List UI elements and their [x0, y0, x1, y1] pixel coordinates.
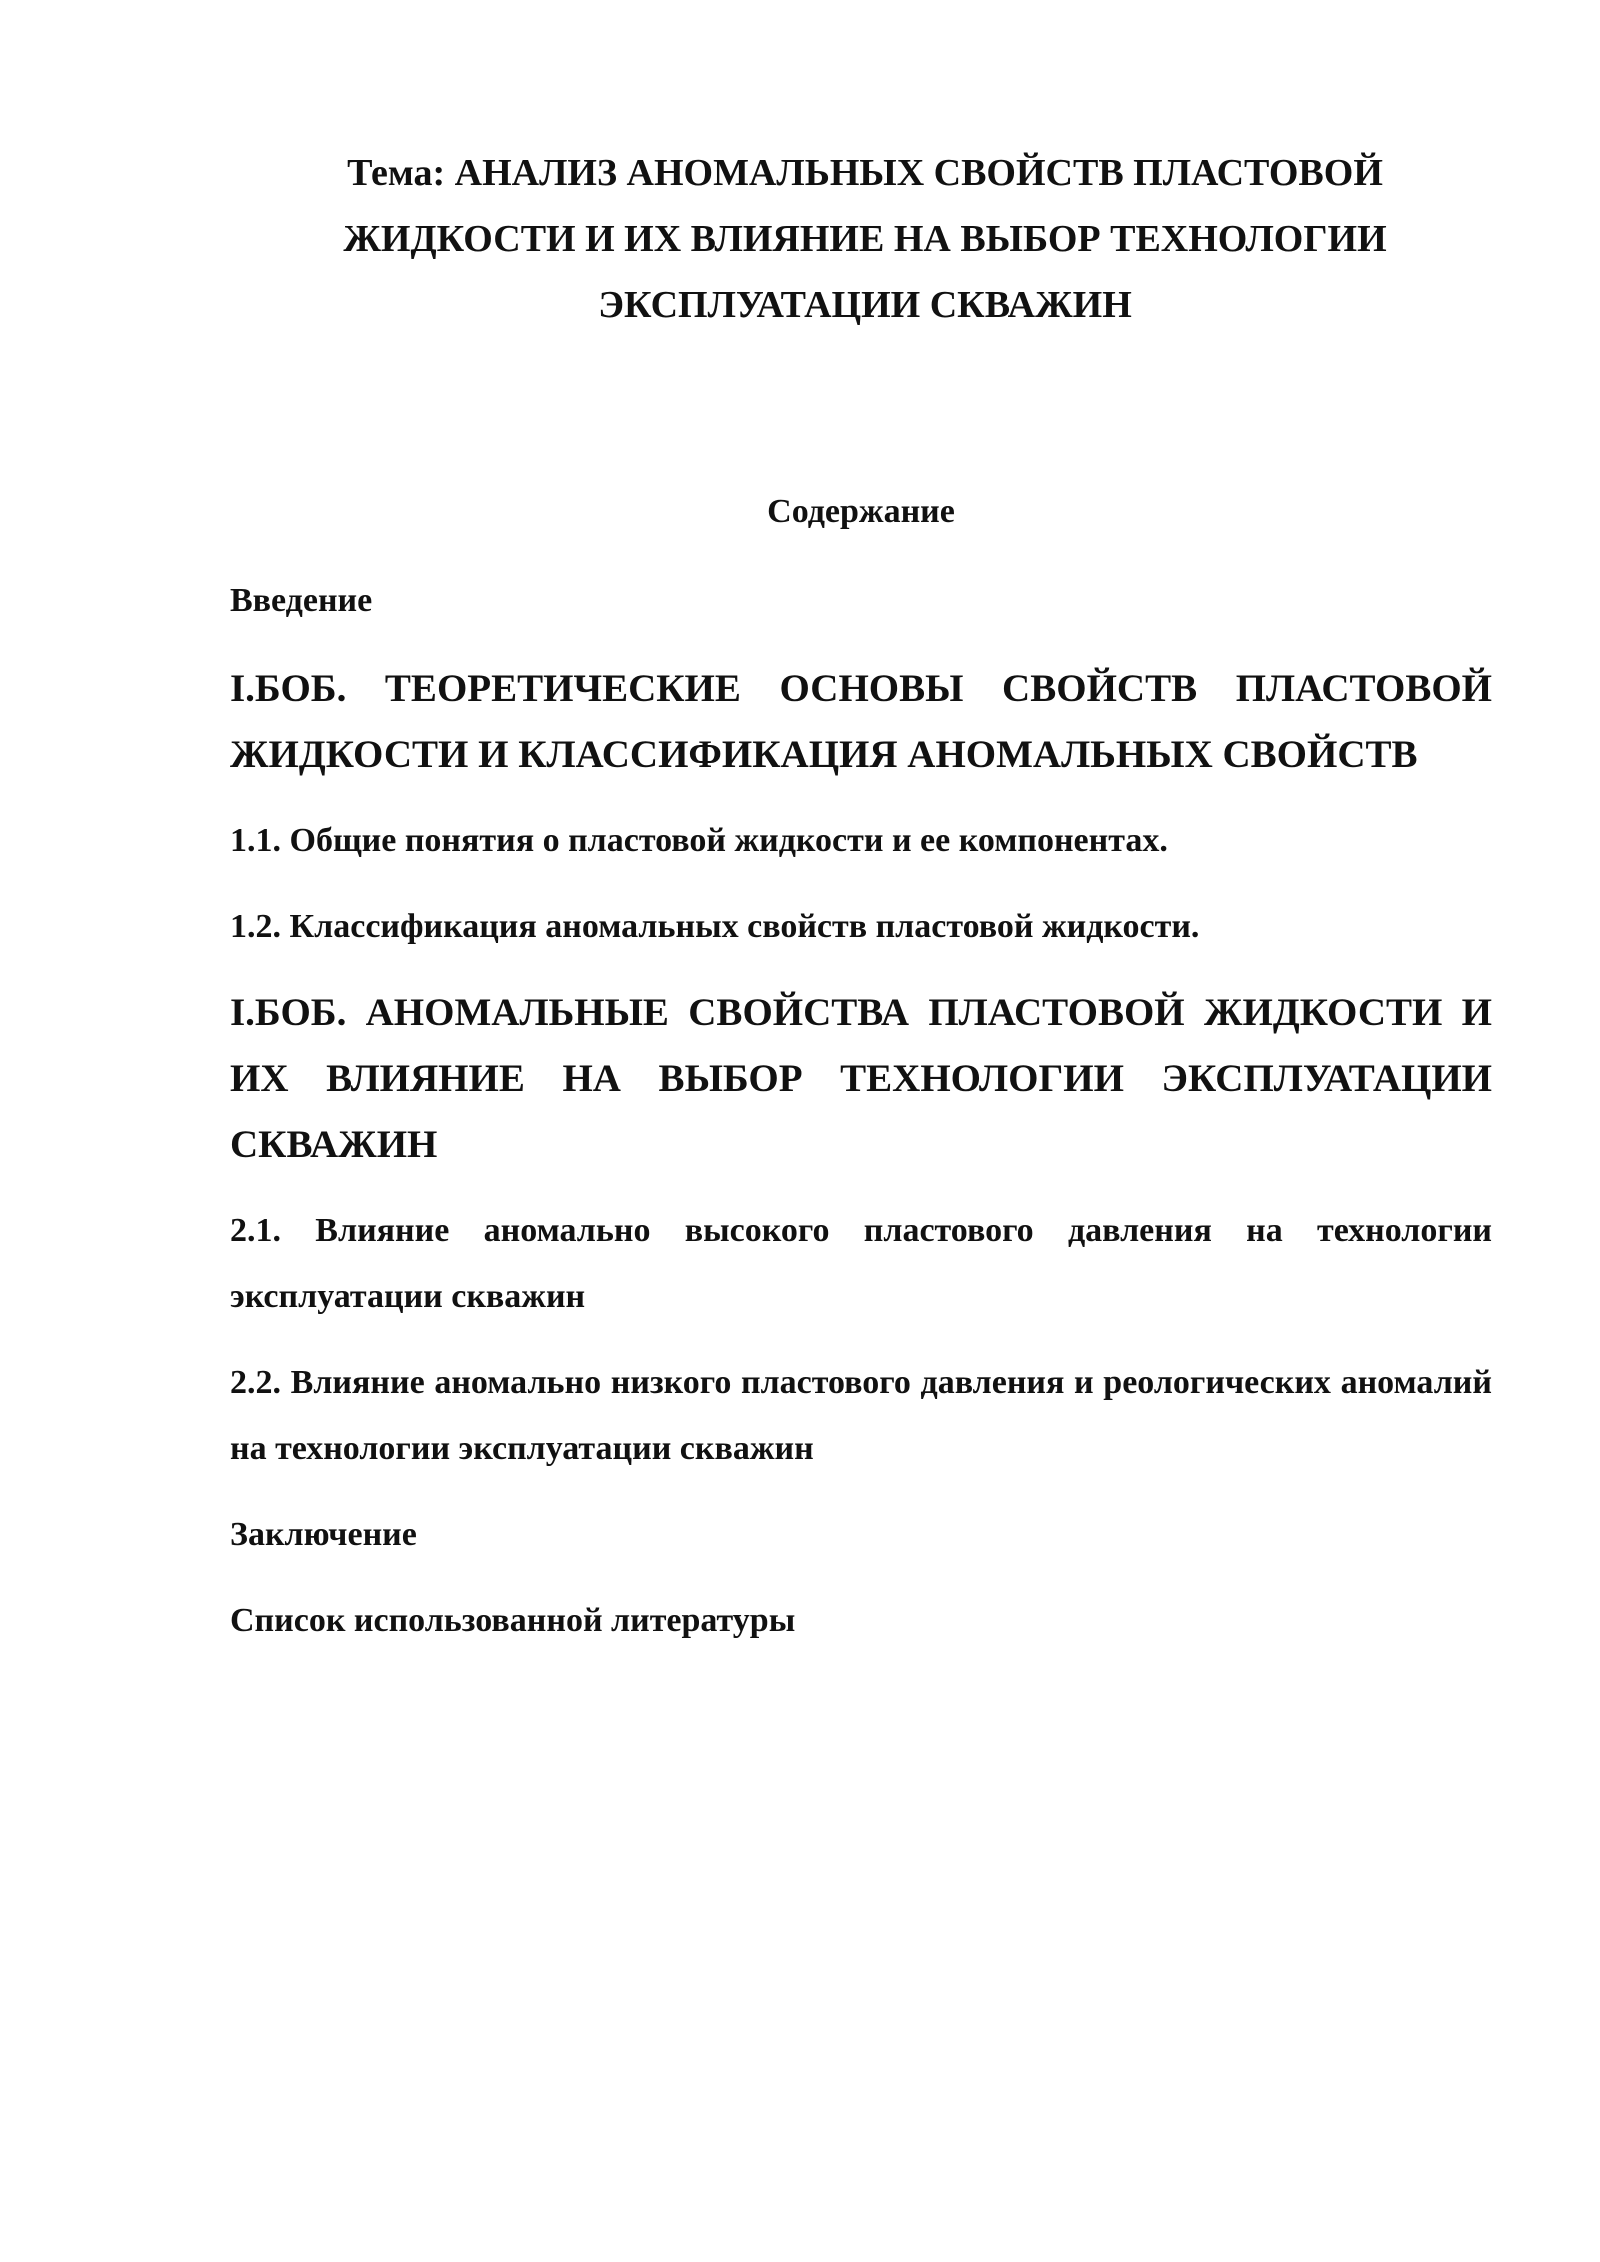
toc-entry-references: Список использованной литературы — [230, 1602, 796, 1639]
toc-entry-chapter-2: I.БОБ. АНОМАЛЬНЫЕ СВОЙСТВА ПЛАСТОВОЙ ЖИДКОСТИ И ИХ ВЛИЯНИЕ НА ВЫБОР ТЕХНОЛОГИИ ЭКСПЛУАТАЦИИ СКВАЖИН — [230, 991, 1492, 1166]
toc-entry-introduction: Введение — [230, 582, 373, 619]
toc-entry-chapter-1: I.БОБ. ТЕОРЕТИЧЕСКИЕ ОСНОВЫ СВОЙСТВ ПЛАСТОВОЙ ЖИДКОСТИ И КЛАССИФИКАЦИЯ АНОМАЛЬНЫХ СВОЙСТВ — [230, 667, 1492, 776]
document-title — [300, 140, 1430, 338]
toc-entry-conclusion: Заключение — [230, 1516, 417, 1553]
toc-entry-section-1-2: 1.2. Классификация аномальных свойств пластовой жидкости. — [230, 908, 1200, 945]
title-text: АНАЛИЗ АНОМАЛЬНЫХ СВОЙСТВ ПЛАСТОВОЙ ЖИДКОСТИ И ИХ ВЛИЯНИЕ НА ВЫБОР ТЕХНОЛОГИИ ЭКСПЛУАТАЦИИ СКВАЖИН — [343, 152, 1387, 326]
toc-entry-section-1-1: 1.1. Общие понятия о пластовой жидкости и ее компонентах. — [230, 822, 1168, 859]
toc-heading: Содержание — [767, 493, 955, 530]
toc-entry-section-2-2: 2.2. Влияние аномально низкого пластового давления и реологических аномалий на технологии эксплуатации скважин — [230, 1364, 1492, 1467]
table-of-contents — [230, 568, 1492, 1674]
toc-entry-section-2-1: 2.1. Влияние аномально высокого пластового давления на технологии эксплуатации скважин — [230, 1212, 1492, 1315]
title-prefix: Тема: — [347, 152, 446, 194]
